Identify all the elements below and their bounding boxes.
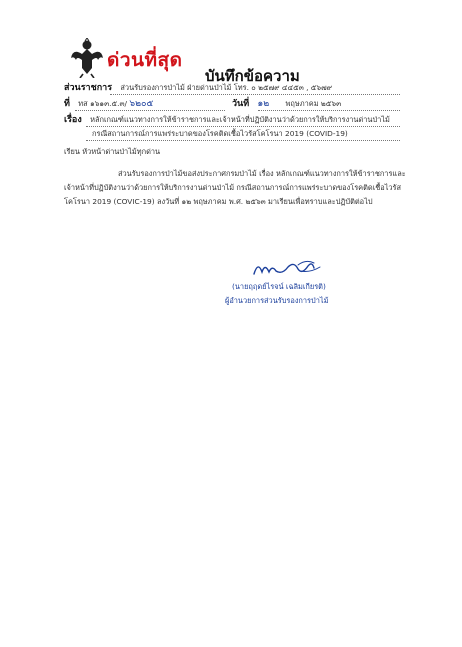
subject-line-2: กรณีสถานการณ์การแพร่ระบาดของโรคติดเชื้อไวรัสโคโรนา 2019 (COVID-19) [92, 129, 348, 138]
body-line-1: ส่วนรับรองการป่าไม้ขอส่งประกาศกรมป่าไม้ เรื่อง หลักเกณฑ์แนวทางการให้ข้าราชการและ [118, 169, 406, 178]
body-line-2: เจ้าหน้าที่ปฏิบัติงานว่าด้วยการให้บริการงานด่านป่าไม้ กรณีสถานการณ์การแพร่ระบาดของโรคติดเชื้อไวรัส [64, 183, 402, 192]
date-label: วันที่ [232, 99, 250, 109]
date-value: พฤษภาคม ๒๕๖๓ [285, 99, 342, 108]
reference-value: ทส ๑๖๑๓.๕.๓/ [78, 99, 127, 108]
garuda-emblem-icon [70, 38, 104, 78]
subject-row-2 [92, 129, 348, 138]
body-line-3: โคโรนา 2019 (COVIC-19) ลงวันที่ ๑๒ พฤษภาคม พ.ศ. ๒๕๖๓ มาเรียนเพื่อทราบและปฏิบัติต่อไป [64, 197, 373, 206]
subject-label: เรื่อง [64, 115, 82, 125]
handwritten-signature [250, 257, 330, 279]
date-day-handwritten: ๑๒ [257, 99, 270, 109]
subject-row [64, 115, 390, 125]
salutation: เรียน หัวหน้าด่านป่าไม้ทุกด่าน [64, 147, 161, 156]
reference-number-handwritten: ๖๒๐๕ [129, 99, 154, 109]
reference-label: ที่ [64, 99, 70, 109]
agency-row [64, 83, 332, 93]
reference-row [64, 99, 153, 109]
subject-line-1: หลักเกณฑ์แนวทางการให้ข้าราชการและเจ้าหน้าที่ปฏิบัติงานว่าด้วยการให้บริการงานด่านป่าไม้ [90, 115, 390, 124]
reference-dotted-line [75, 110, 225, 111]
subject-dotted-line-1 [86, 126, 400, 127]
agency-label: ส่วนราชการ [64, 83, 113, 93]
signer-position: ผู้อำนวยการส่วนรับรองการป่าไม้ [225, 296, 329, 305]
urgent-stamp: ด่วนที่สุด [107, 49, 183, 71]
subject-dotted-line-2 [86, 140, 400, 141]
date-dotted-line [258, 110, 400, 111]
memo-title: บันทึกข้อความ [205, 67, 300, 85]
agency-dotted-line [110, 94, 400, 95]
agency-value: ส่วนรับรองการป่าไม้ ฝ่ายด่านป่าไม้ โทร. ๐ ๒๕๗๙ ๔๔๕๓ , ๕๖๗๙ [120, 83, 333, 92]
signer-name: (นายฤฤดย์ไรจน์ เฉลิมเกียรติ) [232, 282, 326, 291]
date-row [232, 99, 341, 109]
